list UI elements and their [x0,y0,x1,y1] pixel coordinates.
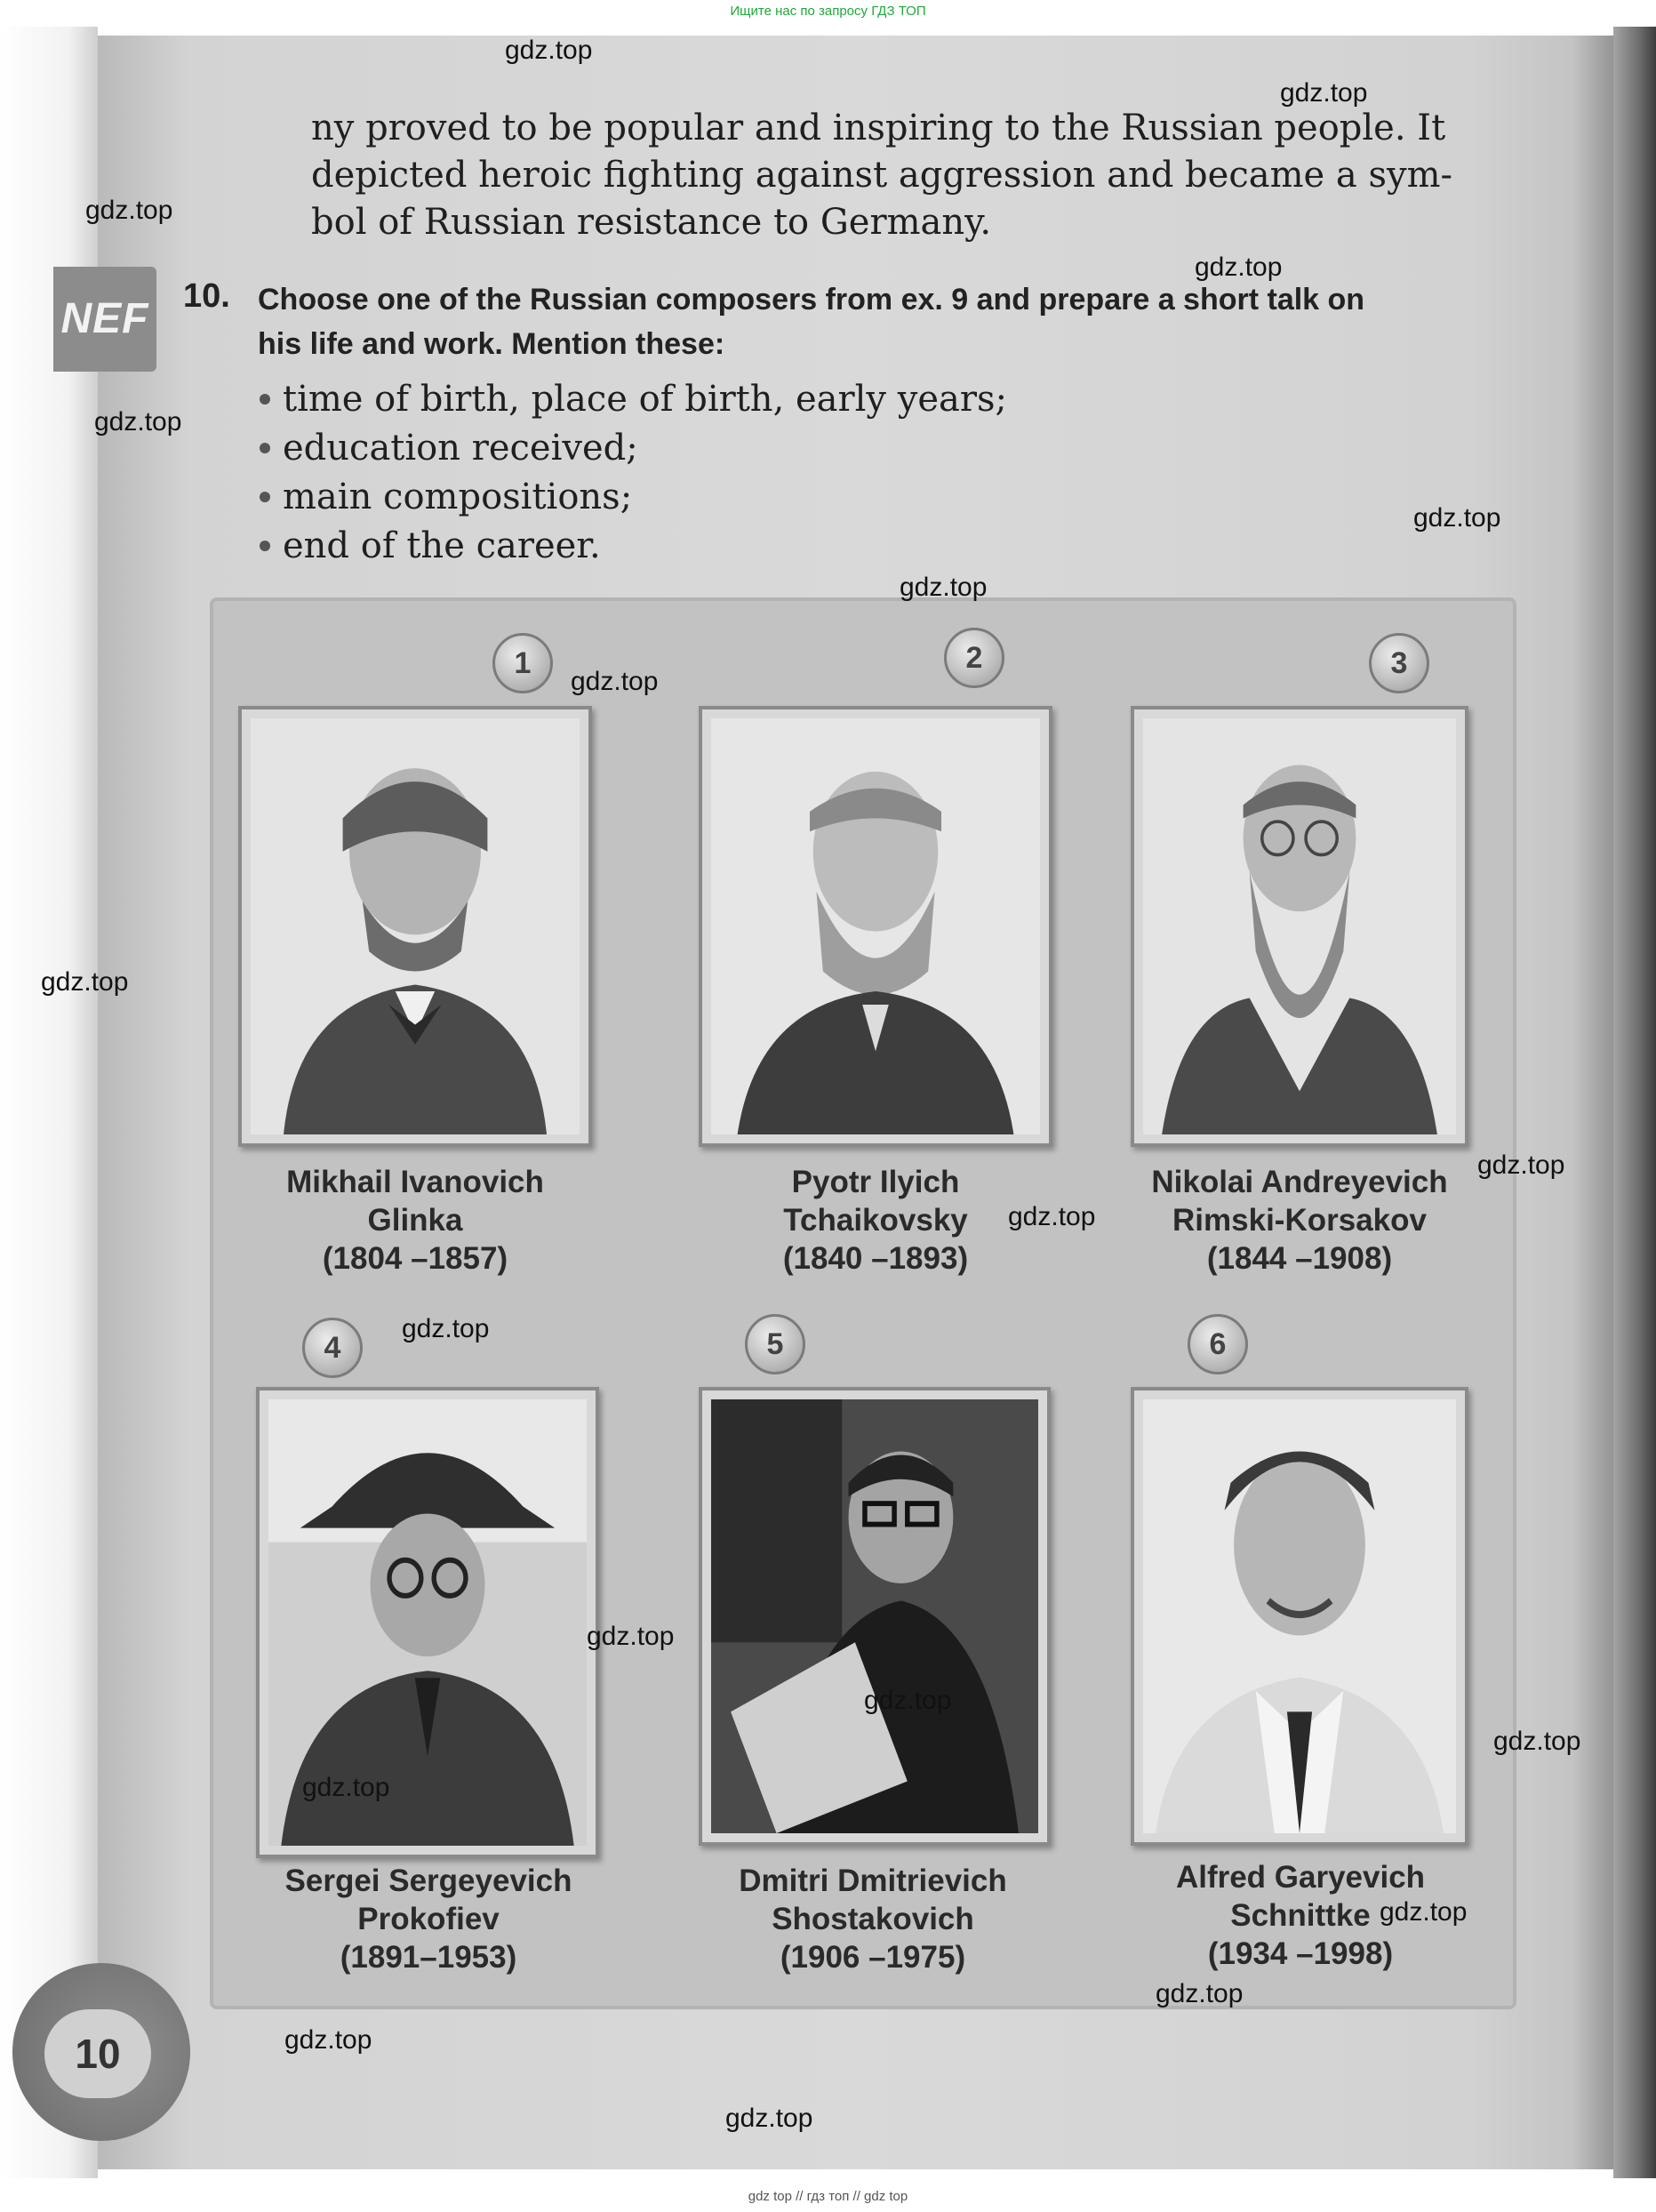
composer-surname: Schnittke [1230,1898,1371,1933]
intro-line: ny proved to be popular and inspiring to the Russian people. It [311,108,1446,148]
watermark: gdz.top [725,2104,813,2133]
watermark: gdz.top [402,1314,490,1343]
composer-number-badge: 2 [944,628,1004,688]
watermark: gdz.top [85,196,173,225]
composer-surname: Rimski-Korsakov [1172,1203,1427,1238]
bullet-text: education received; [283,428,638,469]
portrait-glinka [251,718,580,1134]
composer-caption [1122,1163,1477,1278]
composer-portrait-frame [699,706,1052,1147]
bullet-item [260,375,1007,424]
page-number: 10 [44,2009,151,2098]
watermark: gdz.top [1413,503,1501,533]
watermark: gdz.top [505,36,593,65]
composer-surname: Glinka [367,1203,463,1238]
composer-caption [684,1862,1061,1976]
composer-years: (1906 –1975) [780,1940,966,1975]
portrait-tchaikovsky [711,718,1040,1134]
top-banner[interactable]: Ищите нас по запросу ГДЗ ТОП [730,4,926,19]
watermark: gdz.top [1280,78,1368,108]
watermark: gdz.top [1477,1150,1565,1180]
composer-first-names: Pyotr Ilyich [791,1165,960,1199]
watermark: gdz.top [41,967,129,997]
watermark: gdz.top [1380,1897,1468,1927]
composer-number-badge: 4 [302,1318,363,1378]
bullet-text: end of the career. [283,525,601,566]
bullet-text: time of birth, place of birth, early years; [283,379,1007,420]
composer-number-badge: 3 [1369,633,1429,693]
composer-caption [699,1163,1052,1278]
composer-surname: Shostakovich [772,1902,974,1936]
composer-caption [238,1163,592,1278]
instruction-line: Choose one of the Russian composers from ex. 9 and prepare a short talk on [258,283,1365,317]
exercise-bullet-list [260,375,1007,571]
page-right-edge [1613,27,1656,2178]
composer-number-badge: 6 [1188,1314,1248,1374]
portrait-schnittke [1143,1399,1456,1833]
bullet-dot-icon [260,492,270,502]
composer-portrait-frame [238,706,592,1147]
watermark: gdz.top [284,2025,372,2055]
composer-years: (1934 –1998) [1207,1936,1394,1971]
composer-first-names: Nikolai Andreyevich [1151,1165,1448,1199]
intro-paragraph [311,105,1538,246]
composer-caption [240,1862,617,1976]
composer-years: (1840 –1893) [782,1241,969,1276]
watermark: gdz.top [1008,1202,1096,1231]
composer-portrait-frame [699,1387,1051,1846]
watermark: gdz.top [1493,1727,1581,1756]
watermark: gdz.top [900,573,988,602]
bullet-text: main compositions; [283,477,633,517]
instruction-line: his life and work. Mention these: [258,327,725,361]
intro-line: depicted heroic fighting against aggression and became a sym- [311,155,1453,196]
watermark: gdz.top [94,407,182,437]
composer-first-names: Alfred Garyevich [1175,1860,1426,1895]
bullet-dot-icon [260,394,270,405]
composer-portrait-frame [1131,1387,1468,1846]
composer-first-names: Mikhail Ivanovich [286,1165,544,1199]
composer-years: (1891–1953) [340,1940,517,1975]
watermark: gdz.top [1195,252,1283,282]
exercise-instruction [258,277,1538,366]
bullet-item [260,522,1007,571]
bullet-dot-icon [260,541,270,551]
nef-label: NEF [53,267,156,372]
bottom-banner[interactable]: gdz top // гдз топ // gdz top [748,2189,908,2204]
watermark: gdz.top [864,1686,952,1715]
intro-line: bol of Russian resistance to Germany. [311,202,992,243]
composer-years: (1804 –1857) [322,1241,508,1276]
composer-years: (1844 –1908) [1206,1241,1393,1276]
composer-number-badge: 5 [745,1314,805,1374]
bullet-dot-icon [260,443,270,453]
watermark: gdz.top [571,667,659,696]
composer-surname: Prokofiev [357,1902,500,1936]
composer-first-names: Dmitri Dmitrievich [739,1863,1007,1898]
composer-portrait-frame [1131,706,1468,1147]
watermark: gdz.top [302,1773,390,1802]
composer-first-names: Sergei Sergeyevich [284,1863,572,1898]
exercise-number: 10. [183,277,230,315]
portrait-shostakovich [711,1399,1038,1833]
portrait-rimski-korsakov [1143,718,1456,1134]
composer-surname: Tchaikovsky [783,1203,968,1238]
bullet-item [260,424,1007,473]
watermark: gdz.top [1156,1979,1244,2008]
bullet-item [260,473,1007,522]
watermark: gdz.top [587,1622,675,1651]
composer-number-badge: 1 [492,633,553,693]
